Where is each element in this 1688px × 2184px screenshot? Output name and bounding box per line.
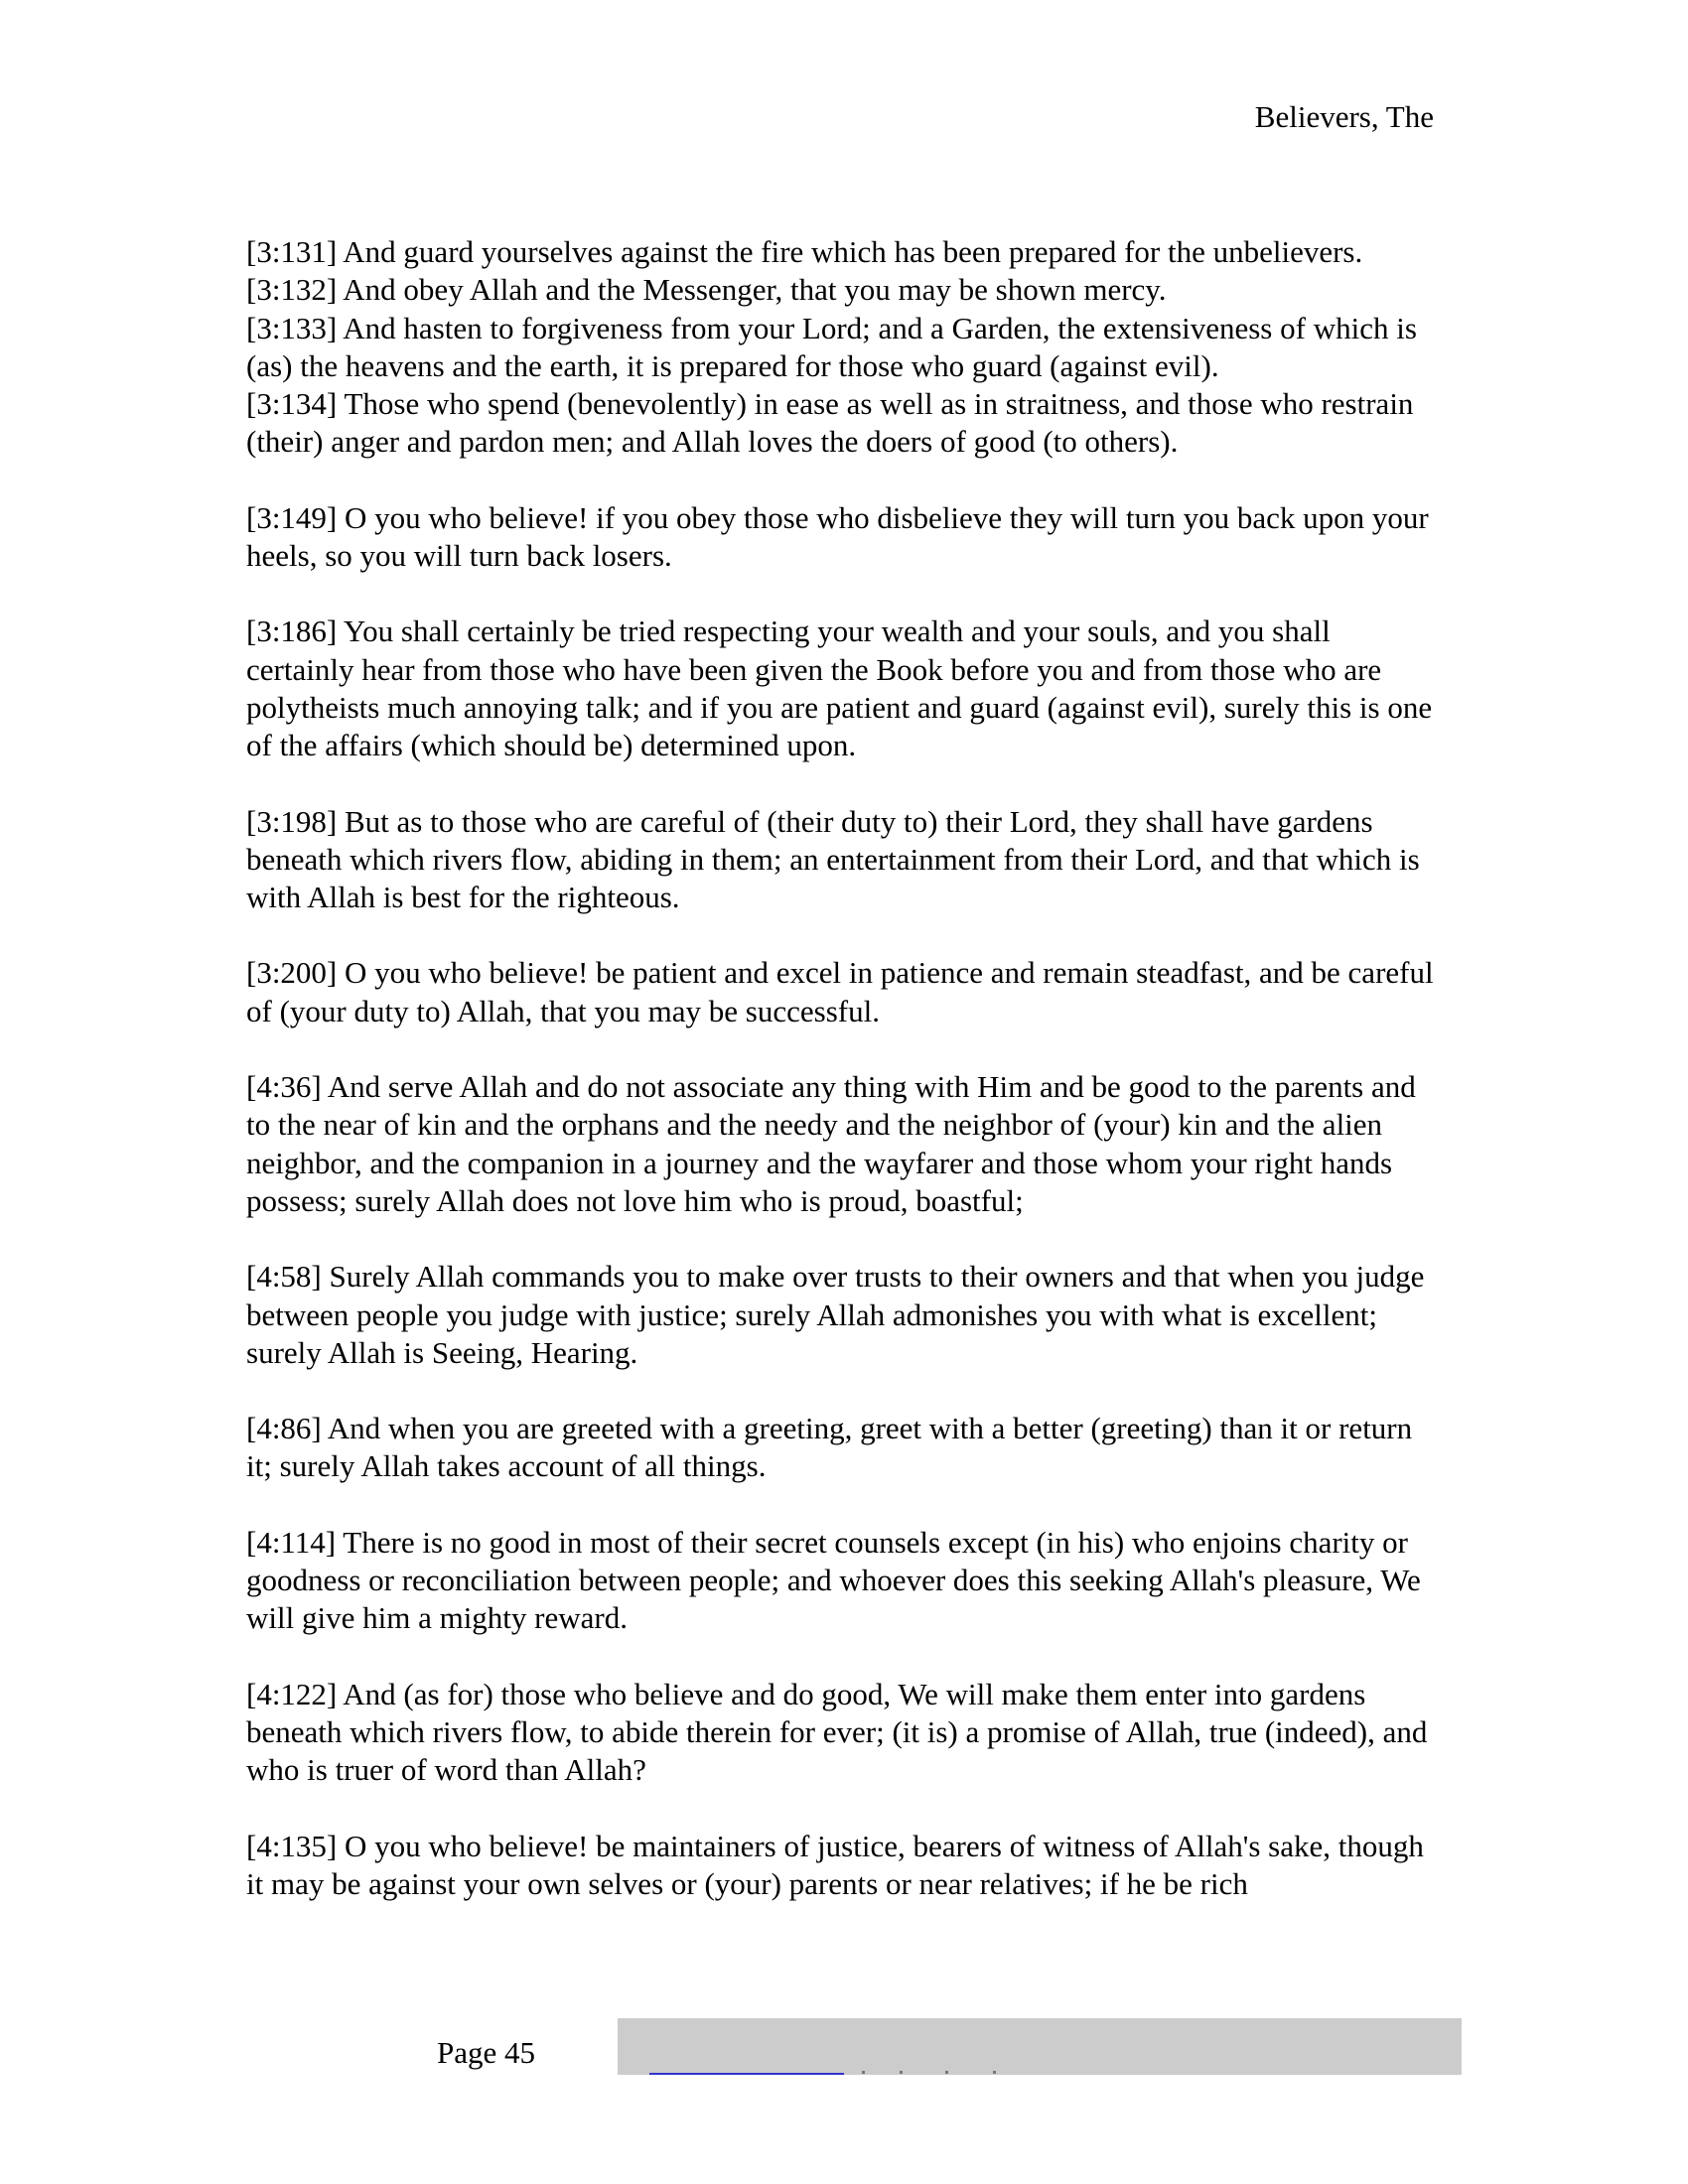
verse-4-58: [4:58] Surely Allah commands you to make over trusts to their owners and that when you judge between people you judge with justice; surely Allah admonishes you with what is excellent; surely Allah is Seeing, Hearing. xyxy=(246,1259,1425,1370)
running-header: Believers, The xyxy=(1254,99,1434,134)
paragraph-4-122 xyxy=(246,1676,1438,1790)
paragraph-4-58 xyxy=(246,1258,1438,1372)
paragraph-3-200 xyxy=(246,954,1438,1030)
verse-3-198: [3:198] But as to those who are careful of (their duty to) their Lord, they shall have gardens beneath which rivers flow, abiding in them; an entertainment from their Lord, and that which is with Allah is best for the righteous. xyxy=(246,803,1420,915)
verse-3-132: [3:132] And obey Allah and the Messenger, that you may be shown mercy. xyxy=(246,272,1167,308)
footer-link[interactable] xyxy=(649,2073,844,2075)
page-number: Page 45 xyxy=(437,2035,536,2070)
verse-3-186: [3:186] You shall certainly be tried respecting your wealth and your souls, and you shall certainly hear from those who have been given the Book before you and from those who are polytheists much annoying talk; and if you are patient and guard (against evil), surely this is one of the affairs (which should be) determined upon. xyxy=(246,614,1433,763)
paragraph-3-149 xyxy=(246,499,1438,576)
verse-3-131: [3:131] And guard yourselves against the fire which has been prepared for the unbelievers. xyxy=(246,234,1363,269)
verse-4-36: [4:36] And serve Allah and do not associate any thing with Him and be good to the parents and to the near of kin and the orphans and the needy and the neighbor of (your) kin and the alien neighbor, and the companion in a journey and the wayfarer and those whom your right hands possess; surely Allah does not love him who is proud, boastful; xyxy=(246,1069,1416,1218)
paragraph-4-114 xyxy=(246,1524,1438,1638)
paragraph-4-86 xyxy=(246,1410,1438,1486)
verse-4-114: [4:114] There is no good in most of their secret counsels except (in his) who enjoins charity or goodness or reconciliation between people; and whoever does this seeking Allah's pleasure, We will give him a mighty reward. xyxy=(246,1524,1421,1636)
paragraph-3-198 xyxy=(246,803,1438,917)
footer-banner xyxy=(618,2018,1462,2075)
verse-4-122: [4:122] And (as for) those who believe and do good, We will make them enter into gardens beneath which rivers flow, to abide therein for ever; (it is) a promise of Allah, true (indeed), and who is truer of word than Allah? xyxy=(246,1676,1428,1788)
verse-3-200: [3:200] O you who believe! be patient and excel in patience and remain steadfast, and be careful of (your duty to) Allah, that you may be successful. xyxy=(246,955,1434,1028)
verse-3-133: [3:133] And hasten to forgiveness from your Lord; and a Garden, the extensiveness of which is (as) the heavens and the earth, it is prepared for those who guard (against evil). xyxy=(246,310,1417,383)
verse-4-86: [4:86] And when you are greeted with a greeting, greet with a better (greeting) than it or return it; surely Allah takes account of all things. xyxy=(246,1411,1413,1484)
document-body xyxy=(246,233,1438,1941)
footer-link-remnant xyxy=(854,2071,1013,2075)
verse-3-149: [3:149] O you who believe! if you obey those who disbelieve they will turn you back upon your heels, so you will turn back losers. xyxy=(246,499,1429,574)
paragraph-4-135 xyxy=(246,1828,1438,1904)
verse-4-135: [4:135] O you who believe! be maintainers of justice, bearers of witness of Allah's sake, though it may be against your own selves or (your) parents or near relatives; if he be rich xyxy=(246,1828,1424,1901)
paragraph-4-36 xyxy=(246,1068,1438,1220)
paragraph-3-131 xyxy=(246,233,1438,462)
verse-3-134: [3:134] Those who spend (benevolently) in ease as well as in straitness, and those who restrain (their) anger and pardon men; and Allah loves the doers of good (to others). xyxy=(246,386,1414,460)
paragraph-3-186 xyxy=(246,613,1438,764)
